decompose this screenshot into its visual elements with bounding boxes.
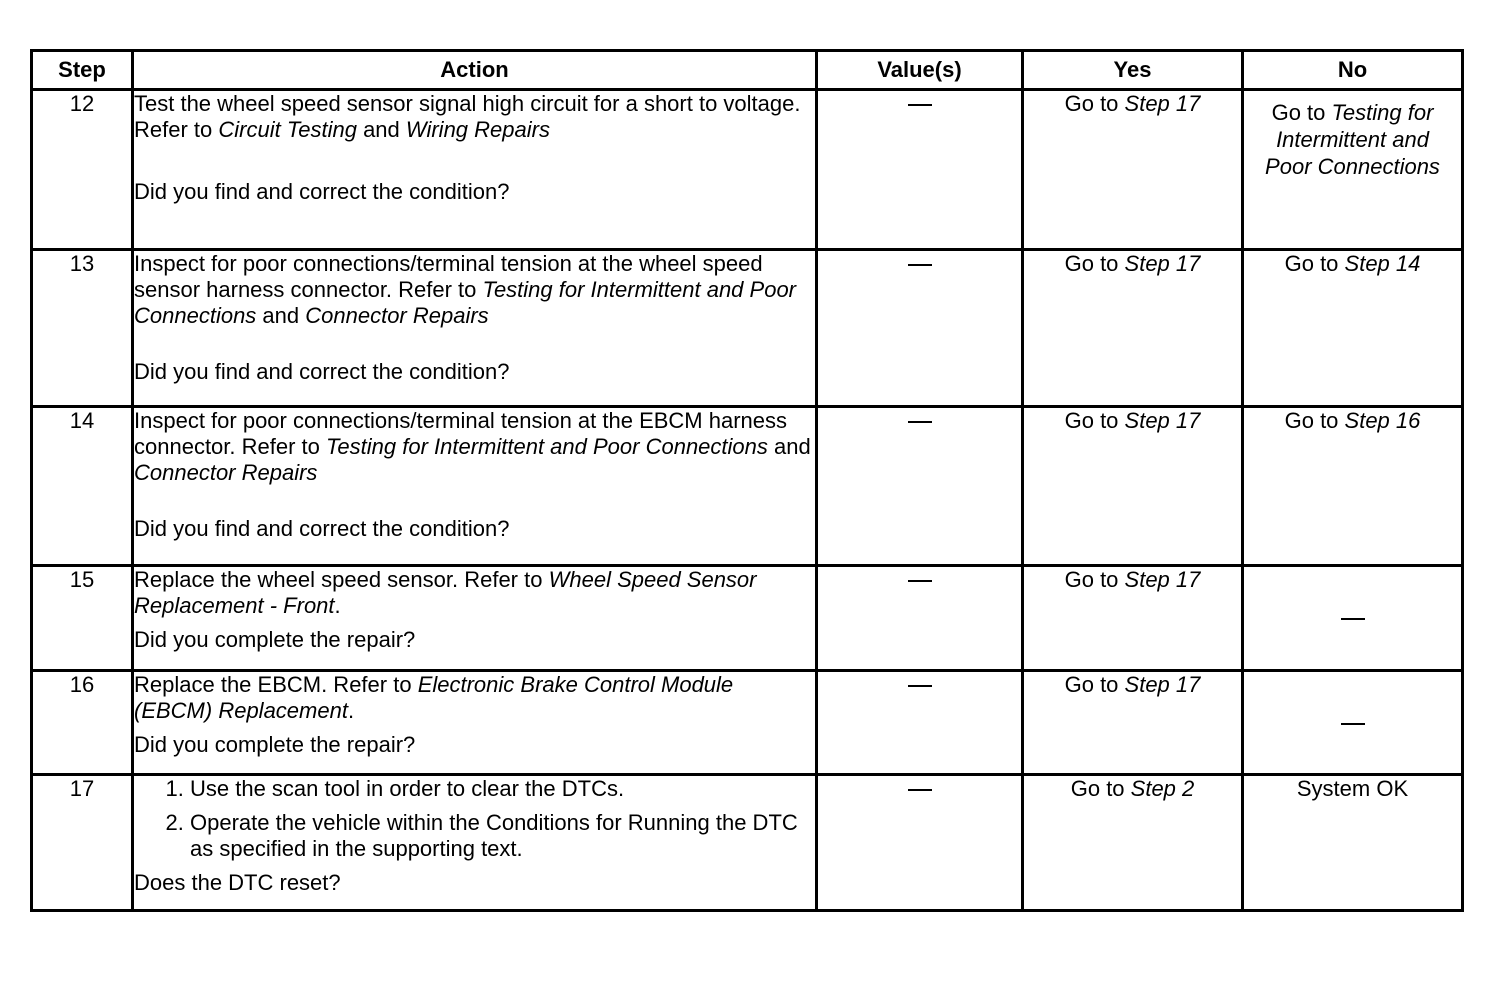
yes-step-link[interactable]: Step 17 — [1124, 91, 1201, 116]
header-step: Step — [32, 51, 133, 90]
yes-prefix: Go to — [1064, 672, 1125, 697]
reference-link[interactable]: Testing for Intermittent and Poor Connections — [134, 277, 796, 328]
no-prefix: Go to — [1284, 408, 1345, 433]
step-number: 15 — [32, 566, 133, 671]
substep-list — [134, 776, 815, 862]
no-cell — [1243, 775, 1463, 911]
no-prefix: Go to — [1284, 251, 1345, 276]
action-text: . — [334, 593, 341, 618]
no-cell — [1243, 90, 1463, 250]
value-cell — [817, 775, 1023, 911]
action-question: Did you complete the repair? — [134, 732, 416, 757]
action-question: Did you complete the repair? — [134, 627, 416, 652]
yes-step-link[interactable]: Step 17 — [1124, 408, 1201, 433]
action-text: Inspect for poor connections/terminal tension at the EBCM harness connector. Refer to — [134, 408, 788, 459]
yes-step-link[interactable]: Step 17 — [1124, 672, 1201, 697]
value-cell — [817, 90, 1023, 250]
action-cell — [133, 90, 817, 250]
step-number: 13 — [32, 250, 133, 407]
action-text: Replace the wheel speed sensor. Refer to — [134, 567, 549, 592]
yes-cell — [1023, 671, 1243, 775]
action-cell — [133, 407, 817, 566]
value-cell — [817, 671, 1023, 775]
header-row — [32, 51, 1463, 90]
dash-icon — [1341, 618, 1365, 620]
action-question: Did you find and correct the condition? — [134, 179, 510, 204]
reference-link[interactable]: Electronic Brake Control Module (EBCM) Replacement — [134, 672, 734, 723]
yes-prefix: Go to — [1064, 408, 1125, 433]
yes-cell — [1023, 775, 1243, 911]
step-number: 14 — [32, 407, 133, 566]
reference-link[interactable]: Wiring Repairs — [405, 117, 550, 142]
table-row — [32, 90, 1463, 250]
no-step-link[interactable]: Step 16 — [1344, 408, 1421, 433]
step-number: 17 — [32, 775, 133, 911]
header-yes: Yes — [1023, 51, 1243, 90]
action-text: Test the wheel speed sensor signal high circuit for a short to voltage. Refer to — [134, 91, 801, 142]
yes-step-link[interactable]: Step 2 — [1130, 776, 1195, 801]
action-question: Did you find and correct the condition? — [134, 516, 510, 541]
table-row — [32, 250, 1463, 407]
header-values: Value(s) — [817, 51, 1023, 90]
action-cell — [133, 671, 817, 775]
no-result-text: System OK — [1296, 776, 1409, 801]
no-reference-link[interactable]: Testing for Intermittent and Poor Connections — [1265, 100, 1440, 179]
action-cell — [133, 566, 817, 671]
table-row — [32, 566, 1463, 671]
action-text: and — [767, 434, 811, 459]
dash-icon — [908, 580, 932, 582]
yes-prefix: Go to — [1064, 91, 1125, 116]
reference-link[interactable]: Connector Repairs — [134, 460, 318, 485]
dash-icon — [908, 789, 932, 791]
dash-icon — [908, 421, 932, 423]
action-text: and — [356, 117, 406, 142]
reference-link[interactable]: Wheel Speed Sensor Replacement - Front — [134, 567, 757, 618]
no-cell — [1243, 566, 1463, 671]
dash-icon — [908, 104, 932, 106]
action-question: Does the DTC reset? — [134, 870, 341, 895]
header-no: No — [1243, 51, 1463, 90]
yes-prefix: Go to — [1064, 567, 1125, 592]
action-cell — [133, 775, 817, 911]
step-number: 16 — [32, 671, 133, 775]
no-cell — [1243, 250, 1463, 407]
action-text: and — [256, 303, 306, 328]
action-text: Inspect for poor connections/terminal tension at the wheel speed sensor harness connector. Refer to — [134, 251, 763, 302]
action-question: Did you find and correct the condition? — [134, 359, 510, 384]
yes-step-link[interactable]: Step 17 — [1124, 567, 1201, 592]
dash-icon — [1341, 723, 1365, 725]
yes-cell — [1023, 90, 1243, 250]
reference-link[interactable]: Testing for Intermittent and Poor Connections — [326, 434, 768, 459]
action-cell — [133, 250, 817, 407]
table-row — [32, 407, 1463, 566]
table-row — [32, 671, 1463, 775]
no-step-link[interactable]: Step 14 — [1344, 251, 1421, 276]
no-cell — [1243, 671, 1463, 775]
no-prefix: Go to — [1271, 100, 1332, 125]
dash-icon — [908, 685, 932, 687]
yes-cell — [1023, 407, 1243, 566]
reference-link[interactable]: Circuit Testing — [218, 117, 357, 142]
action-text: . — [347, 698, 355, 723]
table-row — [32, 775, 1463, 911]
no-cell — [1243, 407, 1463, 566]
diagnostic-table — [30, 49, 1464, 912]
yes-cell — [1023, 566, 1243, 671]
action-text: Replace the EBCM. Refer to — [134, 672, 418, 697]
substep-item: 2. Operate the vehicle within the Conditions for Running the DTC as specified in the supporting text. — [190, 810, 815, 862]
yes-cell — [1023, 250, 1243, 407]
dash-icon — [908, 264, 932, 266]
value-cell — [817, 407, 1023, 566]
yes-prefix: Go to — [1064, 251, 1125, 276]
substep-item: 1. Use the scan tool in order to clear the DTCs. — [190, 776, 815, 802]
step-number: 12 — [32, 90, 133, 250]
yes-prefix: Go to — [1070, 776, 1131, 801]
value-cell — [817, 250, 1023, 407]
reference-link[interactable]: Connector Repairs — [305, 303, 489, 328]
value-cell — [817, 566, 1023, 671]
yes-step-link[interactable]: Step 17 — [1124, 251, 1201, 276]
header-action: Action — [133, 51, 817, 90]
